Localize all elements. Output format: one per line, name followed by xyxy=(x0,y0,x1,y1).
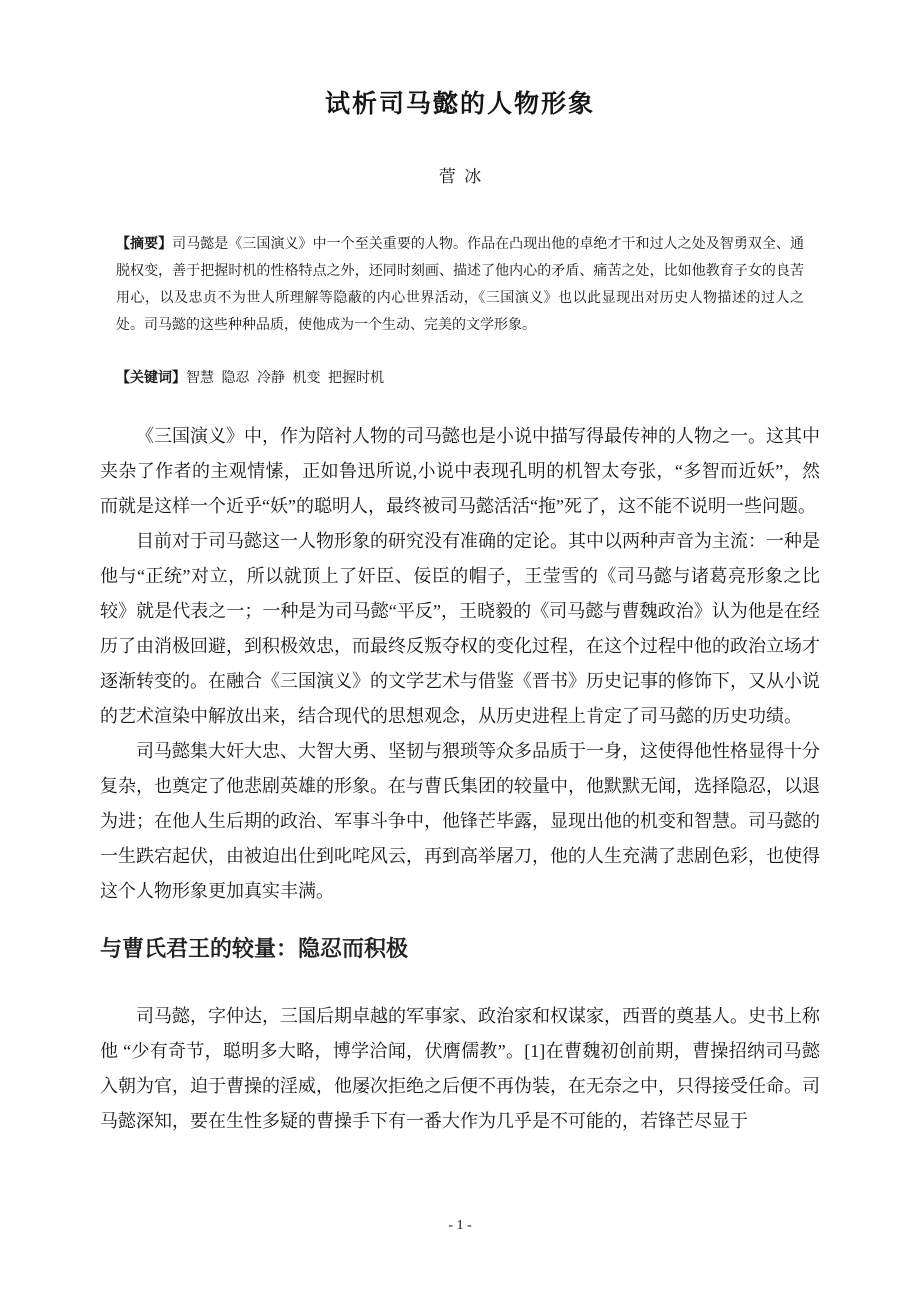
paragraph-character-summary: 司马懿集大奸大忠、大智大勇、坚韧与猥琐等众多品质于一身，这使得他性格显得十分复杂，也奠定了他悲剧英雄的形象。在与曹氏集团的较量中，他默默无闻，选择隐忍，以退为进；在他人生后期的政治、军事斗争中，他锋芒毕露，显现出他的机变和智慧。司马懿的一生跌宕起伏，由被迫出仕到叱咤风云，再到高举屠刀，他的人生充满了悲剧色彩，也使得这个人物形象更加真实丰满。 xyxy=(100,741,820,901)
keywords-text: 智慧 隐忍 冷静 机变 把握时机 xyxy=(186,371,384,386)
abstract-text: 司马懿是《三国演义》中一个至关重要的人物。作品在凸现出他的卓绝才干和过人之处及智勇双全、通脱权变，善于把握时机的性格特点之外，还同时刻画、描述了他内心的矛盾、痛苦之处，比如他教育子女的良苦用心，以及忠贞不为世人所理解等隐蔽的内心世界活动，《三国演义》也以此显现出对历史人物描述的过人之处。司马懿的这些种种品质，使他成为一个生动、完美的文学形象。 xyxy=(116,237,805,333)
keywords-label: 【关键词】 xyxy=(116,369,186,385)
paper-title: 试析司马懿的人物形象 xyxy=(324,91,595,118)
section-heading: 与曹氏君王的较量：隐忍而积极 xyxy=(100,936,409,961)
paragraph-section-body: 司马懿，字仲达，三国后期卓越的军事家、政治家和权谋家，西晋的奠基人。史书上称他 “少有奇节，聪明多大略，博学洽闻，伏膺儒教”。[1]在曹魏初创前期，曹操招纳司马懿入朝为官，迫于曹操的淫威，他屡次拒绝之后便不再伪装，在无奈之中，只得接受任命。司马懿深知，要在生性多疑的曹操手下有一番大作为几乎是不可能的，若锋芒尽显于 xyxy=(100,1006,820,1131)
abstract-block xyxy=(100,230,820,339)
paragraph-research-overview: 目前对于司马懿这一人物形象的研究没有准确的定论。其中以两种声音为主流：一种是他与“正统”对立，所以就顶上了奸臣、佞臣的帽子，王莹雪的《司马懿与诸葛亮形象之比较》就是代表之一；一种是为司马懿“平反”，王晓毅的《司马懿与曹魏政治》认为他是在经历了由消极回避，到积极效忠，而最终反叛夺权的变化过程，在这个过程中他的政治立场才逐渐转变的。在融合《三国演义》的文学艺术与借鉴《晋书》历史记事的修饰下，又从小说的艺术渲染中解放出来，结合现代的思想观念，从历史进程上肯定了司马懿的历史功绩。 xyxy=(100,531,820,726)
abstract-label: 【摘要】 xyxy=(116,235,173,251)
page-number: - 1 - xyxy=(448,1218,472,1233)
keywords-block xyxy=(100,364,820,392)
paragraph-intro: 《三国演义》中，作为陪衬人物的司马懿也是小说中描写得最传神的人物之一。这其中夹杂了作者的主观情愫，正如鲁迅所说,小说中表现孔明的机智太夸张，“多智而近妖”，然而就是这样一个近乎“妖”的聪明人，最终被司马懿活活“拖”死了，这不能不说明一些问题。 xyxy=(100,426,820,516)
author-name: 菅 冰 xyxy=(438,167,482,186)
